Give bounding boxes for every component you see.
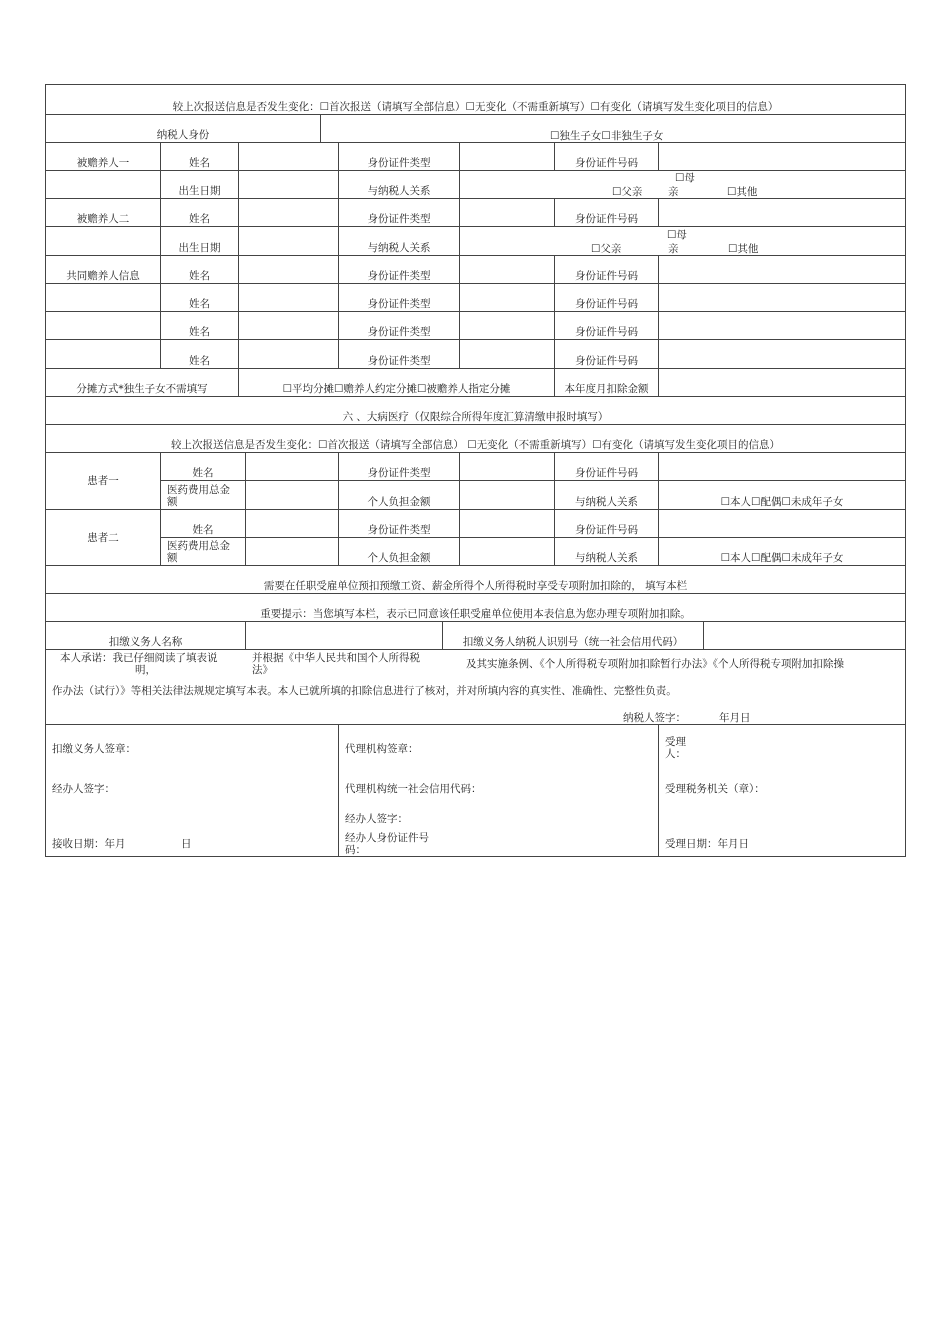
section-6-header — [46, 397, 905, 425]
withholder-name-label: 扣缴义务人名称 — [108, 636, 183, 648]
dependent-1-birth-field[interactable] — [239, 171, 339, 199]
tax-office-block — [659, 725, 905, 856]
label-cell — [339, 481, 460, 510]
label-cell — [555, 538, 659, 566]
co-support-label-cell — [46, 256, 161, 284]
withholder-name-field[interactable] — [246, 622, 443, 650]
patient-1-id-number-field[interactable] — [659, 453, 905, 481]
father-checkbox[interactable]: ☐父亲 — [591, 243, 622, 255]
id-number-label: 身份证件号码 — [575, 298, 638, 310]
empty-cell — [46, 227, 161, 256]
dependent-2-label: 被赡养人二 — [76, 213, 130, 225]
name-label: 姓名 — [189, 157, 210, 169]
withholder-tin-label-cell — [443, 622, 704, 650]
label-cell — [161, 256, 239, 284]
dependent-1-id-number-field[interactable] — [659, 143, 905, 171]
co-support-4-id-number-field[interactable] — [659, 340, 905, 369]
dependent-2-birth-field[interactable] — [239, 227, 339, 256]
label-cell — [161, 340, 239, 369]
id-number-label: 身份证件号码 — [575, 213, 638, 225]
label-cell — [555, 369, 659, 397]
dependent-2-id-number-field[interactable] — [659, 199, 905, 227]
relation-label: 与纳税人关系 — [367, 185, 431, 197]
label-cell — [555, 284, 659, 312]
identity-options[interactable]: ☐独生子女☐非独生子女 — [550, 130, 664, 142]
empty-cell — [46, 171, 161, 199]
mother-checkbox[interactable]: ☐母 — [675, 172, 695, 184]
pledge-line-1b: 并根据《中华人民共和国个人所得税 — [252, 652, 420, 664]
id-type-label: 身份证件类型 — [367, 270, 431, 282]
co-support-4-id-type-field[interactable] — [460, 340, 555, 369]
section-6-title: 六 、大病医疗（仅限综合所得年度汇算清缴申报时填写） — [342, 411, 609, 423]
label-cell — [339, 453, 460, 481]
label-cell — [339, 312, 460, 340]
medical-total-label: 医药费用总金 — [167, 484, 230, 496]
identity-options-cell[interactable] — [321, 115, 905, 143]
name-label: 姓名 — [189, 326, 210, 338]
birth-date-label: 出生日期 — [178, 242, 221, 254]
id-type-label: 身份证件类型 — [367, 157, 431, 169]
other-checkbox[interactable]: ☐其他 — [728, 243, 759, 255]
co-support-4-name-field[interactable] — [239, 340, 339, 369]
label-cell — [339, 284, 460, 312]
patient-2-self-pay-field[interactable] — [460, 538, 555, 566]
dependent-1-label: 被赡养人一 — [76, 157, 130, 169]
co-support-3-id-number-field[interactable] — [659, 312, 905, 340]
relation-options[interactable]: ☐本人☐配偶☐未成年子女 — [720, 496, 844, 508]
label-cell — [161, 538, 246, 566]
medical-total-label-cont: 额 — [167, 552, 178, 564]
withholder-tin-field[interactable] — [704, 622, 905, 650]
other-checkbox[interactable]: ☐其他 — [727, 186, 758, 198]
mother-checkbox[interactable]: ☐母 — [667, 229, 687, 241]
pledge-line-1c: 及其实施条例、《个人所得税专项附加扣除暂行办法》《个人所得税专项附加扣除操 — [466, 658, 844, 670]
change-status-text: 较上次报送信息是否发生变化：☐首次报送（请填写全部信息）☐无变化（不需重新填写）☐有变化（请填写发生变化项目的信息） — [172, 101, 779, 113]
co-support-2-id-type-field[interactable] — [460, 284, 555, 312]
agent-seal-label[interactable]: 代理机构签章： — [345, 743, 419, 755]
patient-2-label: 患者二 — [87, 531, 119, 544]
receive-date-day: 日 — [181, 838, 192, 850]
co-support-3-id-type-field[interactable] — [460, 312, 555, 340]
label-cell — [339, 199, 460, 227]
monthly-deduction-label: 本年度月扣除金额 — [564, 383, 649, 395]
accept-date-label[interactable]: 受理日期：年月日 — [665, 838, 749, 850]
mother-checkbox-cont: 亲 — [668, 186, 679, 198]
dependent-2-name-field[interactable] — [239, 199, 339, 227]
id-number-label: 身份证件号码 — [575, 270, 638, 282]
withholder-tin-label: 扣缴义务人纳税人识别号（统一社会信用代码） — [462, 636, 684, 648]
agent-sign-block — [339, 725, 659, 856]
monthly-deduction-field[interactable] — [659, 369, 905, 397]
empty-cell — [46, 312, 161, 340]
pledge-block — [46, 650, 905, 725]
co-support-2-id-number-field[interactable] — [659, 284, 905, 312]
label-cell — [555, 481, 659, 510]
withholder-name-label-cell — [46, 622, 246, 650]
id-number-label: 身份证件号码 — [575, 524, 638, 536]
label-cell — [555, 143, 659, 171]
relation-label: 与纳税人关系 — [575, 552, 638, 564]
pledge-line-1a: 本人承诺：我已仔细阅读了填表说 — [60, 652, 218, 664]
patient-1-label-cell — [46, 453, 161, 510]
dependent-1-label-cell — [46, 143, 161, 171]
co-support-2-name-field[interactable] — [239, 284, 339, 312]
relation-label: 与纳税人关系 — [367, 242, 431, 254]
patient-1-name-field[interactable] — [246, 453, 339, 481]
patient-2-id-type-field[interactable] — [460, 510, 555, 538]
id-number-label: 身份证件号码 — [575, 326, 638, 338]
receiver-label[interactable]: 受理 — [665, 736, 686, 748]
label-cell — [339, 227, 460, 256]
dependent-2-id-type-field[interactable] — [460, 199, 555, 227]
pledge-line-1a-cont: 明， — [135, 664, 156, 676]
id-type-label: 身份证件类型 — [367, 355, 431, 367]
dependent-1-name-field[interactable] — [239, 143, 339, 171]
label-cell — [555, 199, 659, 227]
withholder-seal-label[interactable]: 扣缴义务人签章： — [52, 743, 136, 755]
label-cell — [555, 256, 659, 284]
change-status-row — [46, 85, 905, 115]
split-options[interactable]: ☐平均分摊☐赡养人约定分摊☐被赡养人指定分摊 — [282, 383, 511, 395]
identity-label: 纳税人身份 — [156, 129, 210, 141]
name-label: 姓名 — [189, 298, 210, 310]
label-cell — [161, 227, 239, 256]
co-support-1-id-number-field[interactable] — [659, 256, 905, 284]
label-cell — [339, 510, 460, 538]
handler-id-label-cont: 码： — [345, 844, 366, 856]
patient-2-label-cell — [46, 510, 161, 566]
patient-1-self-pay-field[interactable] — [460, 481, 555, 510]
label-cell — [339, 143, 460, 171]
label-cell — [161, 453, 246, 481]
handler-sign-label[interactable]: 经办人签字： — [52, 783, 115, 795]
split-options-cell[interactable] — [239, 369, 555, 397]
label-cell — [161, 481, 246, 510]
patient-2-medical-total-field[interactable] — [246, 538, 339, 566]
employer-note-row — [46, 566, 905, 594]
label-cell — [339, 256, 460, 284]
important-note-row — [46, 594, 905, 622]
id-type-label: 身份证件类型 — [367, 467, 431, 479]
patient-2-id-number-field[interactable] — [659, 510, 905, 538]
label-cell — [339, 538, 460, 566]
taxpayer-sign-label[interactable]: 纳税人签字： — [623, 712, 686, 724]
dependent-1-id-type-field[interactable] — [460, 143, 555, 171]
empty-cell — [46, 284, 161, 312]
name-label: 姓名 — [189, 213, 210, 225]
mother-checkbox-cont: 亲 — [668, 243, 679, 255]
label-cell — [161, 143, 239, 171]
change-status-row-2 — [46, 425, 905, 453]
important-note: 重要提示：当您填写本栏，表示已同意该任职受雇单位使用本表信息为您办理专项附加扣除。 — [260, 608, 691, 620]
label-cell — [161, 171, 239, 199]
withholder-sign-block — [46, 725, 339, 856]
patient-1-medical-total-field[interactable] — [246, 481, 339, 510]
receiver-label-cont: 人： — [665, 748, 686, 760]
label-cell — [339, 340, 460, 369]
receive-date-label[interactable]: 接收日期：年月 — [52, 838, 126, 850]
tax-office-label[interactable]: 受理税务机关（章）： — [665, 783, 765, 795]
deduction-form — [45, 84, 906, 857]
split-method-label-cell — [46, 369, 239, 397]
name-label: 姓名 — [189, 270, 210, 282]
self-pay-label: 个人负担金额 — [367, 496, 431, 508]
id-number-label: 身份证件号码 — [575, 157, 638, 169]
agent-credit-code-label[interactable]: 代理机构统一社会信用代码： — [345, 783, 482, 795]
relation-options[interactable]: ☐本人☐配偶☐未成年子女 — [720, 552, 844, 564]
label-cell — [555, 312, 659, 340]
co-support-3-name-field[interactable] — [239, 312, 339, 340]
empty-cell — [46, 340, 161, 369]
id-type-label: 身份证件类型 — [367, 298, 431, 310]
name-label: 姓名 — [192, 524, 214, 536]
patient-2-name-field[interactable] — [246, 510, 339, 538]
pledge-line-1b-cont: 法》 — [252, 664, 273, 676]
id-type-label: 身份证件类型 — [367, 326, 431, 338]
relation-label: 与纳税人关系 — [575, 496, 638, 508]
label-cell — [555, 510, 659, 538]
label-cell — [555, 453, 659, 481]
birth-date-label: 出生日期 — [178, 185, 221, 197]
name-label: 姓名 — [189, 355, 210, 367]
name-label: 姓名 — [192, 467, 214, 479]
father-checkbox[interactable]: ☐父亲 — [612, 186, 643, 198]
co-support-1-id-type-field[interactable] — [460, 256, 555, 284]
label-cell — [161, 284, 239, 312]
label-cell — [161, 199, 239, 227]
patient-1-label: 患者一 — [87, 475, 119, 487]
medical-total-label-cont: 额 — [167, 496, 178, 508]
patient-2-relation-options[interactable] — [659, 538, 905, 566]
employer-note: 需要在任职受雇单位预扣预缴工资、薪金所得个人所得税时享受专项附加扣除的， 填写本栏 — [263, 580, 688, 592]
patient-1-id-type-field[interactable] — [460, 453, 555, 481]
id-type-label: 身份证件类型 — [367, 524, 431, 536]
medical-total-label: 医药费用总金 — [167, 540, 230, 552]
label-cell — [555, 340, 659, 369]
agent-handler-sign-label[interactable]: 经办人签字： — [345, 813, 408, 825]
dependent-1-relation-options[interactable] — [460, 171, 905, 199]
id-type-label: 身份证件类型 — [367, 213, 431, 225]
patient-1-relation-options[interactable] — [659, 481, 905, 510]
self-pay-label: 个人负担金额 — [367, 552, 431, 564]
id-number-label: 身份证件号码 — [575, 355, 638, 367]
label-cell — [161, 312, 239, 340]
dependent-2-relation-options[interactable] — [460, 227, 905, 256]
co-support-1-name-field[interactable] — [239, 256, 339, 284]
label-cell — [161, 510, 246, 538]
pledge-line-2: 作办法（试行）》等相关法律法规规定填写本表。本人已就所填的扣除信息进行了核对，并对所填内容的真实性、准确性、完整性负责。 — [52, 685, 677, 697]
dependent-2-label-cell — [46, 199, 161, 227]
id-number-label: 身份证件号码 — [575, 467, 638, 479]
co-support-label: 共同赡养人信息 — [66, 270, 140, 282]
taxpayer-sign-date: 年月日 — [719, 712, 751, 724]
handler-id-label[interactable]: 经办人身份证件号 — [345, 832, 429, 844]
label-cell — [339, 171, 460, 199]
split-method-label: 分摊方式*独生子女不需填写 — [76, 383, 208, 395]
change-status-text-2: 较上次报送信息是否发生变化：☐首次报送（请填写全部信息） ☐无变化（不需重新填写）☐有变化（请填写发生变化项目的信息） — [170, 439, 781, 451]
identity-label-cell — [46, 115, 321, 143]
